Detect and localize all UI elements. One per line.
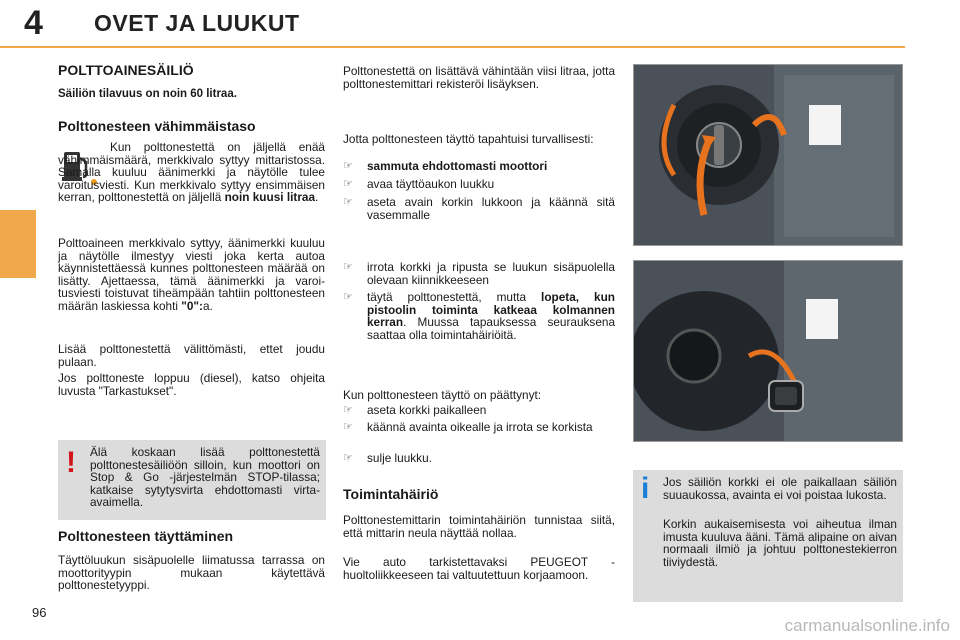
min-level-paragraph-2 (58, 237, 325, 312)
section-title: POLTTOAINESÄILIÖ (58, 62, 194, 78)
info-icon: i (641, 472, 650, 505)
hand-pointer-icon: ☞ (343, 160, 353, 172)
list-item: ☞ täytä polttonestettä, mutta lopeta, kun pistoolin toiminta katkeaa kolmannen kerran. Muussa tapauksessa seurauksena saattaa olla toimintahäiriöitä. (343, 290, 615, 342)
min-level-paragraph-1 (58, 141, 325, 204)
min-level-p2-bold: "0": (181, 298, 203, 313)
filling-text: Täyttöluukun sisäpuolelle liimatussa tarrassa on moottorityypin mukaan käytettävä polttonestetyyppi. (58, 553, 325, 592)
min-level-paragraph-3: Lisää polttonestettä välittömästi, ettet joudu pulaan. (58, 342, 325, 369)
hand-pointer-icon: ☞ (343, 196, 353, 208)
hand-pointer-icon: ☞ (343, 404, 353, 416)
mid-paragraph-2: Jotta polttonesteen täyttö tapahtuisi turvallisesti: (343, 132, 594, 146)
min-level-title: Polttonesteen vähimmäistaso (58, 118, 256, 134)
list-item: ☞ käännä avainta oikealle ja irrota se korkista (343, 420, 593, 434)
malfunction-paragraph-1: Polttonestemittarin toimintahäiriön tunnistaa siitä, että mittarin neula näyttää nollaa. (343, 513, 615, 540)
info-note (633, 470, 903, 602)
hand-pointer-icon: ☞ (343, 421, 353, 433)
min-level-p2-end: a. (202, 298, 213, 313)
min-level-p1-text: Kun polttonestettä on jäljellä enää vähimmäismäärä, merkkivalo syttyy mittaristossa. Samalla kuuluu äänimerkki ja näytölle tulee varoitusviesti. Kun merkkivalo syttyy ensimmäisen kerran, polttonestettä on jäljellä (58, 140, 325, 204)
fuel-flap-key-photo (633, 64, 903, 246)
list-item: ☞ aseta korkki paikalleen (343, 403, 487, 417)
mid-paragraph-1: Polttonestettä on lisättävä vähintään viisi litraa, jotta polttonestemittari rekisteröi lisäyksen. (343, 64, 615, 91)
mid-paragraph-3: Kun polttonesteen täyttö on päättynyt: (343, 388, 542, 402)
malfunction-title: Toimintahäiriö (343, 486, 439, 502)
list-item: ☞ avaa täyttöaukon luukku (343, 177, 495, 191)
filling-title: Polttonesteen täyttäminen (58, 528, 234, 544)
list-item: ☞ aseta avain korkin lukkoon ja käännä sitä vasemmalle (343, 195, 615, 222)
chapter-tab (0, 210, 36, 278)
list-item: ☞ sammuta ehdottomasti moottori (343, 159, 548, 173)
hand-pointer-icon: ☞ (343, 261, 353, 273)
hand-pointer-icon: ☞ (343, 291, 353, 303)
info-note-paragraph-1: Jos säiliön korkki ei ole paikallaan säiliön suuaukossa, avainta ei voi poistaa lukosta. (663, 475, 897, 502)
info-note-paragraph-2: Korkin aukaisemisesta voi aiheutua ilman imusta kuuluva ääni. Tämä alipaine on aivan normaali ilmiö ja johtuu polttonestekierron tiiviydestä. (663, 517, 897, 569)
watermark: carmanualsonline.info (784, 616, 950, 635)
hand-pointer-icon: ☞ (343, 452, 353, 464)
hand-pointer-icon: ☞ (343, 178, 353, 190)
min-level-paragraph-4: Jos polttoneste loppuu (diesel), katso ohjeita luvusta "Tarkastukset". (58, 371, 325, 398)
min-level-p1-bold: noin kuusi litraa (224, 190, 316, 204)
list-item: ☞ sulje luukku. (343, 451, 432, 465)
capacity-text: Säiliön tilavuus on noin 60 litraa. (58, 88, 237, 100)
warning-exclamation-icon: ! (66, 446, 76, 479)
list-item: ☞ irrota korkki ja ripusta se luukun sisäpuolella olevaan kiinnikkeeseen (343, 260, 615, 287)
chapter-number: 4 (24, 4, 43, 42)
chapter-title: OVET JA LUUKUT (94, 10, 300, 36)
fuel-cap-hanging-photo (633, 260, 903, 442)
warning-note-text: Älä koskaan lisää polttonestettä polttonestesäiliöön silloin, kun moottori on Stop & Go -järjestelmän STOP-tilassa; katkaise sytytysvirta ehdottomasti virta-avaimella. (90, 445, 320, 509)
min-level-p1-end: . (315, 190, 319, 204)
header-rule (0, 46, 905, 48)
min-level-p2-text: Polttoaineen merkkivalo syttyy, äänimerkki kuuluu ja näytölle ilmestyy viesti joka kerta autoa käynnistettäessä kunnes polttonesteen määrää on lisätty. Ajettaessa, tämä äänimerkki ja varoitusviesti toistuvat tiheämpään tahtiin polttonesteen määrän laskiessa kohti (58, 236, 325, 313)
warning-note (58, 440, 326, 520)
malfunction-paragraph-2: Vie auto tarkistettavaksi PEUGEOT -huoltoliikkeeseen tai valtuutettuun korjaamoon. (343, 555, 615, 582)
page-number: 96 (32, 605, 47, 620)
